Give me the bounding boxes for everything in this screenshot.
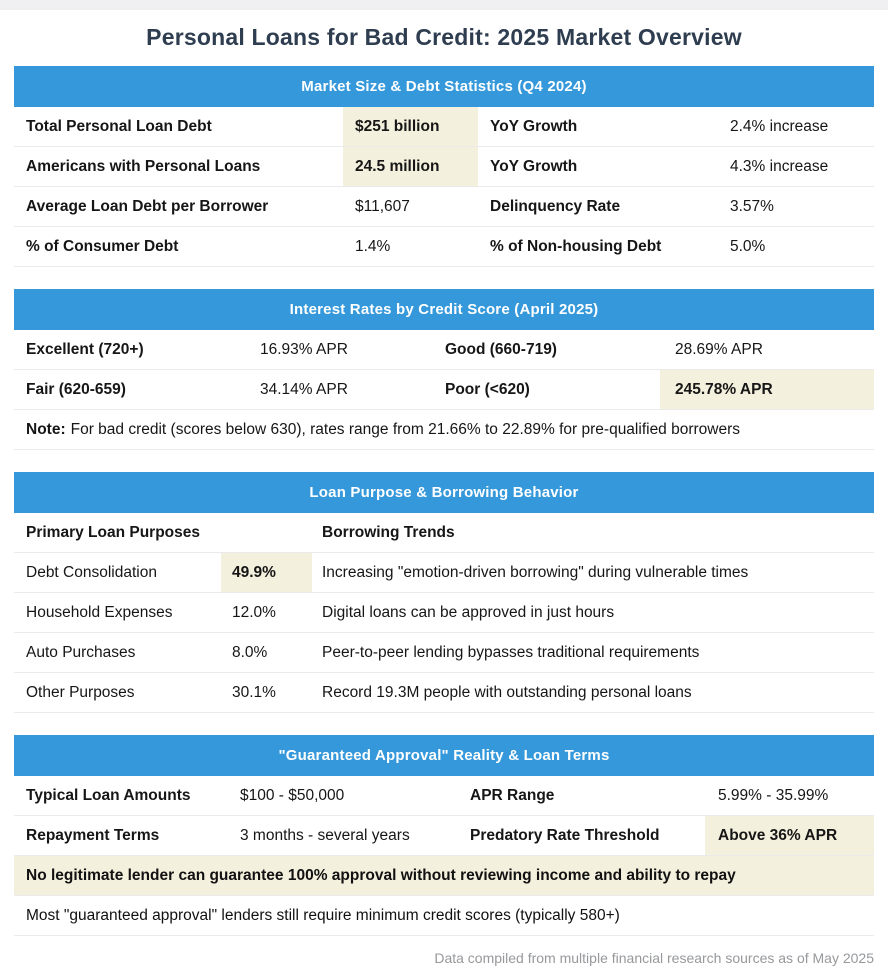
row-value: 28.69% APR: [675, 340, 763, 358]
row-value: 1.4%: [355, 237, 391, 255]
table-row: [14, 330, 874, 370]
purpose-label: Other Purposes: [26, 683, 135, 701]
row-value-highlighted: 24.5 million: [343, 147, 478, 186]
row-label: Poor (<620): [445, 380, 530, 398]
row-value: 3.57%: [730, 197, 774, 215]
section-market-size: [14, 66, 874, 267]
section-header-loan-purpose: Loan Purpose & Borrowing Behavior: [14, 472, 874, 513]
table-row: [14, 147, 874, 187]
row-value-highlighted: 245.78% APR: [660, 370, 874, 409]
warning-row-regular: Most "guaranteed approval" lenders still require minimum credit scores (typically 580+): [14, 896, 874, 936]
row-label: Total Personal Loan Debt: [26, 117, 212, 135]
row-label: YoY Growth: [490, 157, 578, 175]
row-value: $100 - $50,000: [240, 786, 345, 804]
row-value-highlighted: $251 billion: [343, 107, 478, 146]
row-value: $11,607: [355, 197, 410, 215]
purpose-pct: 30.1%: [232, 683, 276, 701]
row-value: 4.3% increase: [730, 157, 829, 175]
table-header-row: [14, 513, 874, 553]
section-header-interest-rates: Interest Rates by Credit Score (April 2025): [14, 289, 874, 330]
table-row: [14, 187, 874, 227]
purpose-label: Debt Consolidation: [26, 563, 157, 581]
row-value: 5.99% - 35.99%: [718, 786, 829, 804]
table-row: [14, 227, 874, 267]
row-label: Good (660-719): [445, 340, 557, 358]
table-row: [14, 776, 874, 816]
section-guaranteed-approval: [14, 735, 874, 936]
row-label: Repayment Terms: [26, 826, 160, 844]
row-label: Fair (620-659): [26, 380, 126, 398]
column-header: Primary Loan Purposes: [26, 523, 201, 541]
trend-text: Record 19.3M people with outstanding personal loans: [322, 683, 692, 701]
section-header-market-size: Market Size & Debt Statistics (Q4 2024): [14, 66, 874, 107]
row-label: Typical Loan Amounts: [26, 786, 191, 804]
purpose-label: Household Expenses: [26, 603, 173, 621]
row-label: Delinquency Rate: [490, 197, 621, 215]
section-header-guaranteed-approval: "Guaranteed Approval" Reality & Loan Terms: [14, 735, 874, 776]
table-row: [14, 553, 874, 593]
row-label: Average Loan Debt per Borrower: [26, 197, 269, 215]
note-text: For bad credit (scores below 630), rates range from 21.66% to 22.89% for pre-qualified borrowers: [70, 420, 741, 438]
row-label: Predatory Rate Threshold: [470, 826, 660, 844]
row-value: 5.0%: [730, 237, 766, 255]
note-row: [14, 410, 874, 450]
table-row: [14, 633, 874, 673]
purpose-label: Auto Purchases: [26, 643, 136, 661]
row-value: 3 months - several years: [240, 826, 410, 844]
row-value-highlighted: Above 36% APR: [705, 816, 874, 855]
row-label: YoY Growth: [490, 117, 578, 135]
table-row: [14, 107, 874, 147]
trend-text: Increasing "emotion-driven borrowing" during vulnerable times: [322, 563, 749, 581]
row-value: 16.93% APR: [260, 340, 348, 358]
page-title: Personal Loans for Bad Credit: 2025 Market Overview: [146, 24, 742, 50]
content: [14, 66, 874, 936]
column-header: Borrowing Trends: [322, 523, 455, 541]
top-strip: [0, 0, 888, 10]
section-interest-rates: [14, 289, 874, 450]
row-label: % of Non-housing Debt: [490, 237, 662, 255]
trend-text: Digital loans can be approved in just hours: [322, 603, 615, 621]
row-value: 34.14% APR: [260, 380, 348, 398]
table-row: [14, 816, 874, 856]
purpose-pct-highlighted: 49.9%: [221, 553, 312, 592]
purpose-pct: 12.0%: [232, 603, 276, 621]
row-label: % of Consumer Debt: [26, 237, 179, 255]
section-loan-purpose: [14, 472, 874, 713]
row-label: Excellent (720+): [26, 340, 144, 358]
table-row: [14, 370, 874, 410]
row-label: APR Range: [470, 786, 555, 804]
note-label: Note:: [26, 420, 66, 438]
warning-row-bold: No legitimate lender can guarantee 100% approval without reviewing income and ability to repay: [14, 856, 874, 896]
trend-text: Peer-to-peer lending bypasses traditional requirements: [322, 643, 700, 661]
footer-note: Data compiled from multiple financial research sources as of May 2025: [434, 950, 874, 966]
row-label: Americans with Personal Loans: [26, 157, 261, 175]
row-value: 2.4% increase: [730, 117, 829, 135]
table-row: [14, 593, 874, 633]
table-row: [14, 673, 874, 713]
purpose-pct: 8.0%: [232, 643, 268, 661]
